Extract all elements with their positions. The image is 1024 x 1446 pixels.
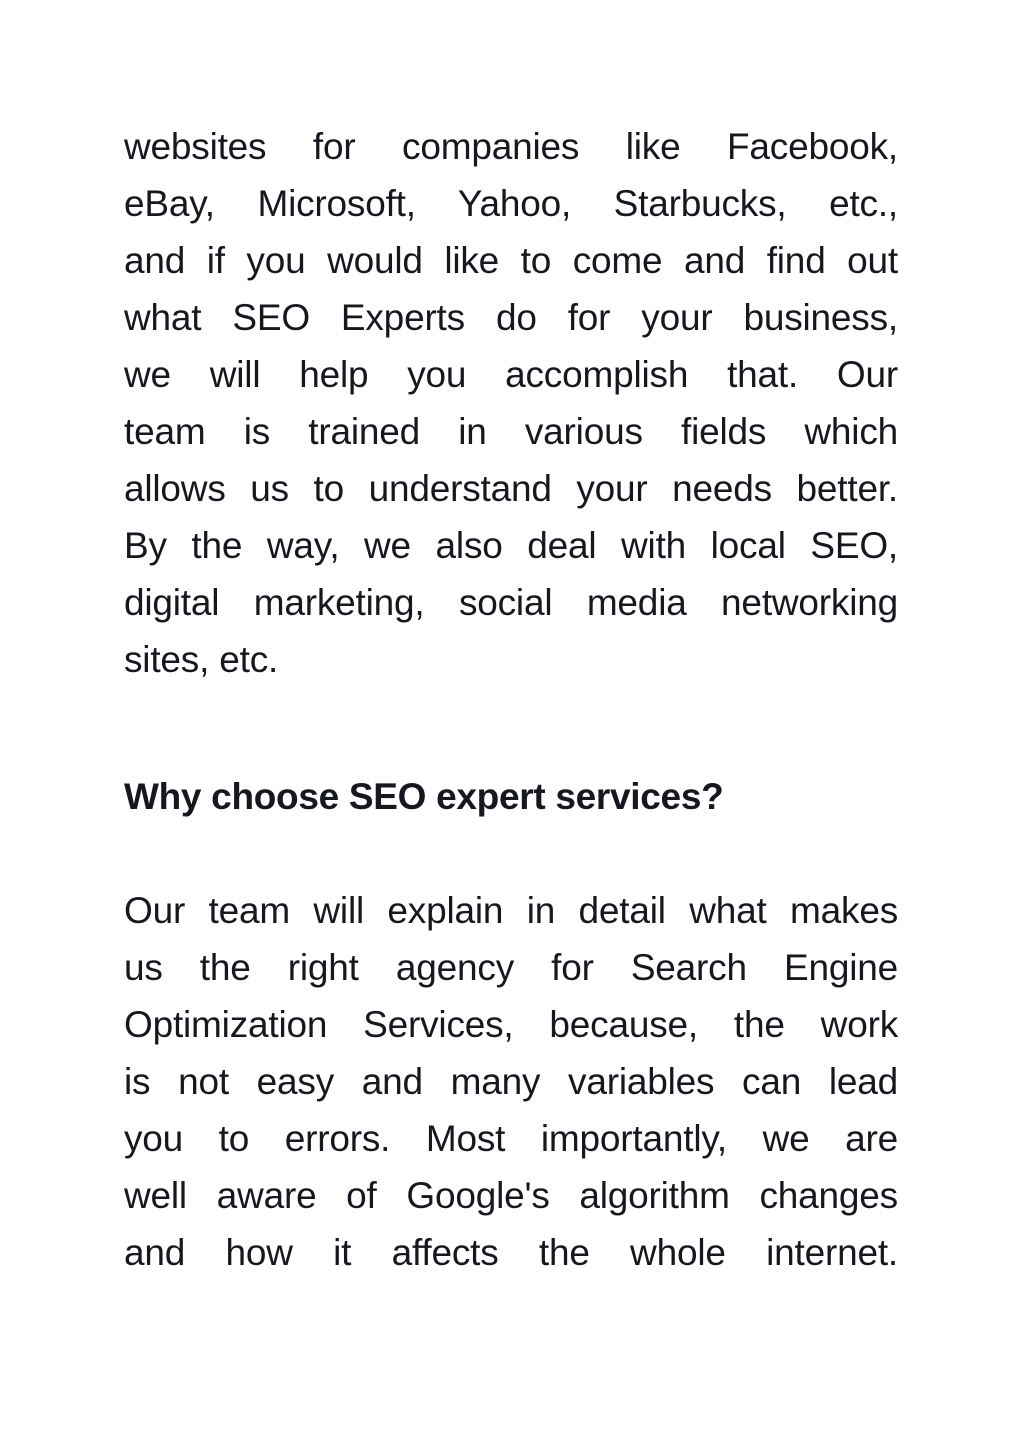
paragraph-line: By the way, we also deal with local SEO, <box>124 525 898 566</box>
paragraph-line: what SEO Experts do for your business, <box>124 297 898 338</box>
paragraph-line: websites for companies like Facebook, <box>124 126 898 167</box>
paragraph-line: is not easy and many variables can lead <box>124 1061 898 1102</box>
paragraph-line: and how it affects the whole internet. <box>124 1232 898 1273</box>
paragraph-line: digital marketing, social media networking <box>124 582 898 623</box>
paragraph-line: sites, etc. <box>124 639 279 680</box>
document-content <box>124 118 898 1281</box>
paragraph-line: allows us to understand your needs better. <box>124 468 898 509</box>
paragraph-line: well aware of Google's algorithm changes <box>124 1175 898 1216</box>
paragraph-line: Our team will explain in detail what makes <box>124 890 898 931</box>
paragraph-line: and if you would like to come and find out <box>124 240 898 281</box>
paragraph-line: us the right agency for Search Engine <box>124 947 898 988</box>
paragraph-line: team is trained in various fields which <box>124 411 898 452</box>
paragraph-line: Optimization Services, because, the work <box>124 1004 898 1045</box>
paragraph-line: we will help you accomplish that. Our <box>124 354 898 395</box>
paragraph-line: you to errors. Most importantly, we are <box>124 1118 898 1159</box>
body-paragraph <box>124 882 898 1281</box>
body-paragraph <box>124 118 898 688</box>
paragraph-line: eBay, Microsoft, Yahoo, Starbucks, etc., <box>124 183 898 224</box>
section-heading: Why choose SEO expert services? <box>124 776 724 817</box>
